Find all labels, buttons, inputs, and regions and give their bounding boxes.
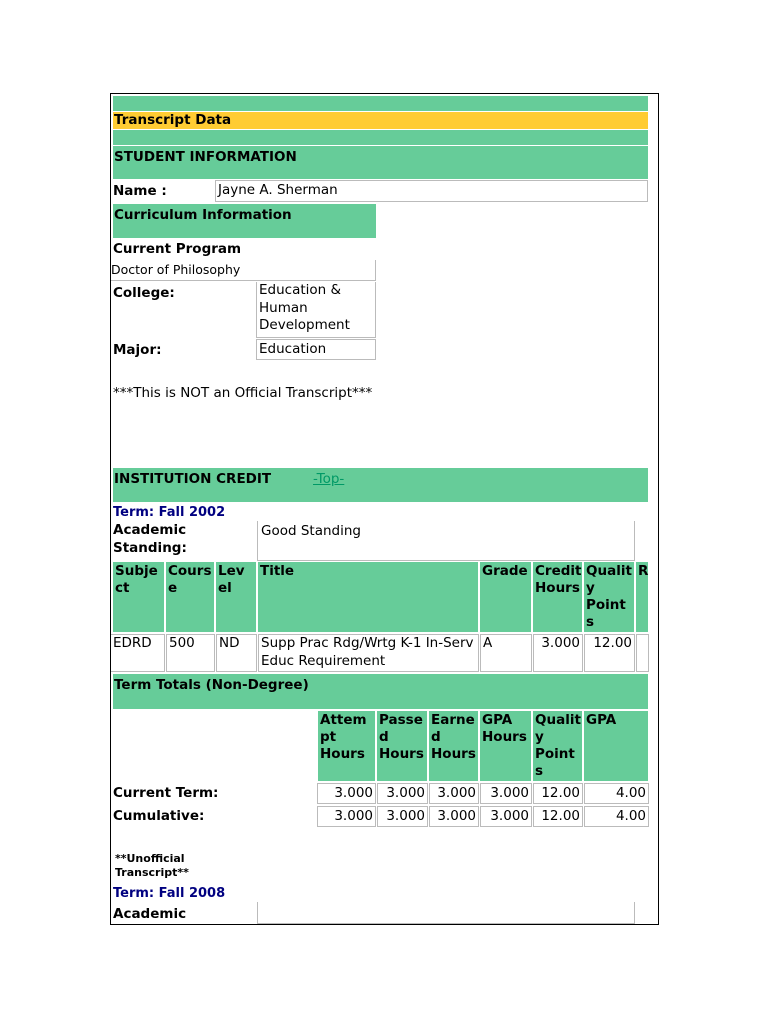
- current-earned: 3.000: [429, 783, 479, 804]
- course-subject: EDRD: [111, 634, 165, 672]
- totals-col-earned: Earne d Hours: [429, 711, 478, 781]
- transcript-title: Transcript Data: [113, 112, 648, 129]
- student-info-heading: STUDENT INFORMATION: [113, 146, 648, 179]
- academic-standing-value: Good Standing: [257, 521, 635, 561]
- college-value: Education & Human Development: [256, 282, 376, 338]
- top-band: [113, 96, 648, 111]
- totals-col-passed: Passe d Hours: [377, 711, 427, 781]
- current-gpa-hours: 3.000: [480, 783, 532, 804]
- cumulative-quality-points: 12.00: [533, 806, 583, 827]
- cumulative-gpa-hours: 3.000: [480, 806, 532, 827]
- totals-col-gpa-hours: GPA Hours: [480, 711, 531, 781]
- academic-standing-label: Academic Standing:: [113, 522, 187, 556]
- college-label: College:: [113, 285, 175, 301]
- current-passed: 3.000: [377, 783, 428, 804]
- course-r: [636, 634, 649, 672]
- current-program-label: Current Program: [113, 241, 242, 257]
- current-term-label: Current Term:: [113, 785, 219, 801]
- academic-standing-value-2: [257, 902, 635, 924]
- cumulative-label: Cumulative:: [113, 808, 205, 824]
- top-link[interactable]: -Top-: [313, 471, 345, 487]
- current-attempt: 3.000: [317, 783, 376, 804]
- name-value: Jayne A. Sherman: [215, 180, 648, 202]
- col-level: Lev el: [216, 562, 256, 632]
- institution-credit-heading: INSTITUTION CREDIT: [114, 471, 272, 487]
- cumulative-passed: 3.000: [377, 806, 428, 827]
- totals-col-gpa: GPA: [584, 711, 648, 781]
- institution-credit-bar: [113, 468, 648, 502]
- course-title: Supp Prac Rdg/Wrtg K-1 In-Serv Educ Requirement: [258, 634, 479, 672]
- col-grade: Grade: [480, 562, 531, 632]
- course-grade: A: [480, 634, 532, 672]
- term-totals-heading: Term Totals (Non-Degree): [113, 674, 648, 709]
- course-quality-points: 12.00: [584, 634, 635, 672]
- term-fall-2008: Term: Fall 2008: [113, 886, 226, 901]
- major-label: Major:: [113, 342, 162, 358]
- course-level: ND: [216, 634, 257, 672]
- col-title: Title: [258, 562, 478, 632]
- sub-band: [113, 130, 648, 145]
- current-gpa: 4.00: [584, 783, 649, 804]
- col-credit-hours: Credit Hours: [533, 562, 582, 632]
- cumulative-attempt: 3.000: [317, 806, 376, 827]
- curriculum-heading: Curriculum Information: [113, 204, 376, 238]
- col-course: Cours e: [166, 562, 214, 632]
- course-number: 500: [166, 634, 215, 672]
- major-value: Education: [256, 339, 376, 360]
- unofficial-transcript-note: **Unofficial Transcript**: [115, 852, 189, 879]
- totals-col-attempt: Attem pt Hours: [318, 711, 375, 781]
- col-r: R: [636, 562, 648, 632]
- cumulative-earned: 3.000: [429, 806, 479, 827]
- not-official-notice: ***This is NOT an Official Transcript***: [113, 385, 373, 401]
- current-quality-points: 12.00: [533, 783, 583, 804]
- col-quality-points: Qualit y Point s: [584, 562, 634, 632]
- totals-col-quality-points: Qualit y Point s: [535, 712, 581, 779]
- transcript-page: [110, 93, 659, 925]
- cumulative-gpa: 4.00: [584, 806, 649, 827]
- course-credit-hours: 3.000: [533, 634, 583, 672]
- program-value: Doctor of Philosophy: [111, 260, 376, 281]
- col-subject: Subje ct: [113, 562, 164, 632]
- term-fall-2002: Term: Fall 2002: [113, 505, 226, 520]
- name-label: Name :: [113, 183, 167, 199]
- academic-label-2: Academic: [113, 906, 187, 922]
